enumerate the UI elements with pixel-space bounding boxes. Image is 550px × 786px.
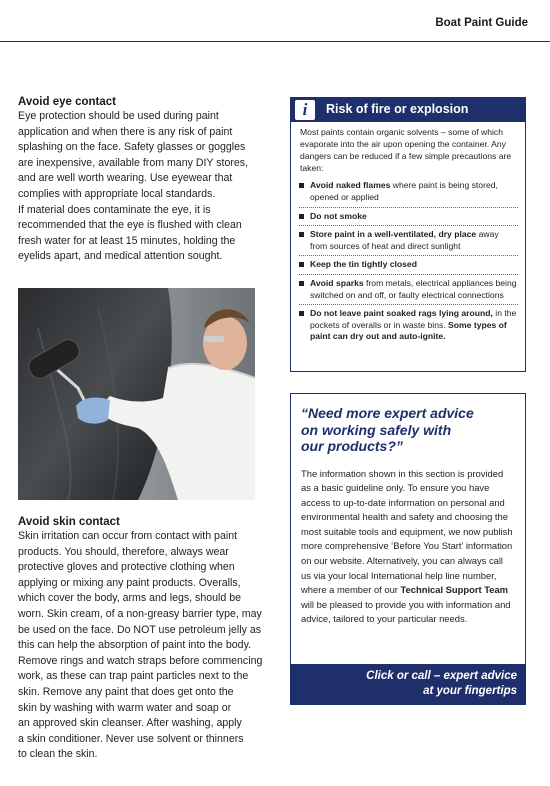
bullet-icon bbox=[299, 311, 304, 316]
expert-advice-box bbox=[290, 393, 526, 705]
fire-precautions-list bbox=[299, 177, 518, 346]
list-item: Do not leave paint soaked rags lying around, in the pockets of overalls or in waste bins. Some types of paint can dry out and auto-ignite. bbox=[299, 305, 518, 346]
skin-contact-section bbox=[18, 516, 266, 763]
eye-contact-heading: Avoid eye contact bbox=[18, 96, 116, 108]
fire-risk-header bbox=[291, 98, 525, 122]
list-item: Avoid sparks from metals, electrical appliances being switched on and off, or faulty electrical connections bbox=[299, 275, 518, 305]
skin-contact-heading: Avoid skin contact bbox=[18, 516, 120, 528]
painting-photo bbox=[18, 288, 255, 500]
skin-contact-text: Skin irritation can occur from contact with paint products. You should, therefore, always wear protective gloves and protective clothing when applying or mixing any paint products. Overalls, which cover the body, arms and legs, should be worn. Skin cream, of a non-greasy barrier type, may be used on the face. Do NOT use petroleum jelly as this can help the absorption of paint into the body. Remove rings and watch straps before commencing work, as these can trap paint particles next to the skin. Remove any paint that does get onto the skin by washing with warm water and soap or an approved skin cleanser. After washing, apply a skin conditioner. Never use solvent or thinners to clean the skin. bbox=[18, 530, 263, 761]
bullet-icon bbox=[299, 262, 304, 267]
fire-risk-intro: Most paints contain organic solvents – some of which evaporate into the air upon opening the container. Any dangers can be reduced if a few simple precautions are taken: bbox=[300, 127, 512, 174]
eye-contact-section bbox=[18, 96, 266, 265]
advice-body: The information shown in this section is provided as a basic guideline only. To ensure you have access to up-to-date information on personal and environmental health and safety and choosing the most suitable tools and equipment, we now publish more comprehensive ‘Before You Start’ information on our website. Alternatively, you can always call us via your local International help line number, where a member of our Technical Support Team will be pleased to provide you with information and advice, tailored to your particular needs. bbox=[301, 467, 513, 625]
bullet-icon bbox=[299, 232, 304, 237]
list-item: Store paint in a well-ventilated, dry place away from sources of heat and direct sunlight bbox=[299, 226, 518, 256]
list-item: Keep the tin tightly closed bbox=[299, 256, 518, 275]
header-divider bbox=[0, 41, 550, 42]
list-item: Avoid naked flames where paint is being stored, opened or applied bbox=[299, 177, 518, 207]
click-or-call-banner[interactable]: Click or call – expert advice at your fingertips bbox=[291, 664, 525, 704]
advice-heading: “Need more expert advice on working safely with our products?” bbox=[301, 405, 474, 454]
bullet-icon bbox=[299, 183, 304, 188]
page-header-title: Boat Paint Guide bbox=[435, 17, 528, 29]
bullet-icon bbox=[299, 281, 304, 286]
fire-risk-box bbox=[290, 97, 526, 372]
list-item: Do not smoke bbox=[299, 208, 518, 227]
eye-contact-text: Eye protection should be used during paint application and when there is any risk of paint splashing on the face. Safety glasses or goggles are inexpensive, available from many DIY stores, and are well worth wearing. Use eyewear that complies with appropriate local standards. If material does contaminate the eye, it is recommended that the eye is flushed with clean fresh water for at least 15 minutes, holding the eyelids apart, and medical attention sought. bbox=[18, 110, 249, 263]
bullet-icon bbox=[299, 214, 304, 219]
info-icon: i bbox=[295, 100, 315, 120]
fire-risk-title: Risk of fire or explosion bbox=[326, 102, 469, 116]
